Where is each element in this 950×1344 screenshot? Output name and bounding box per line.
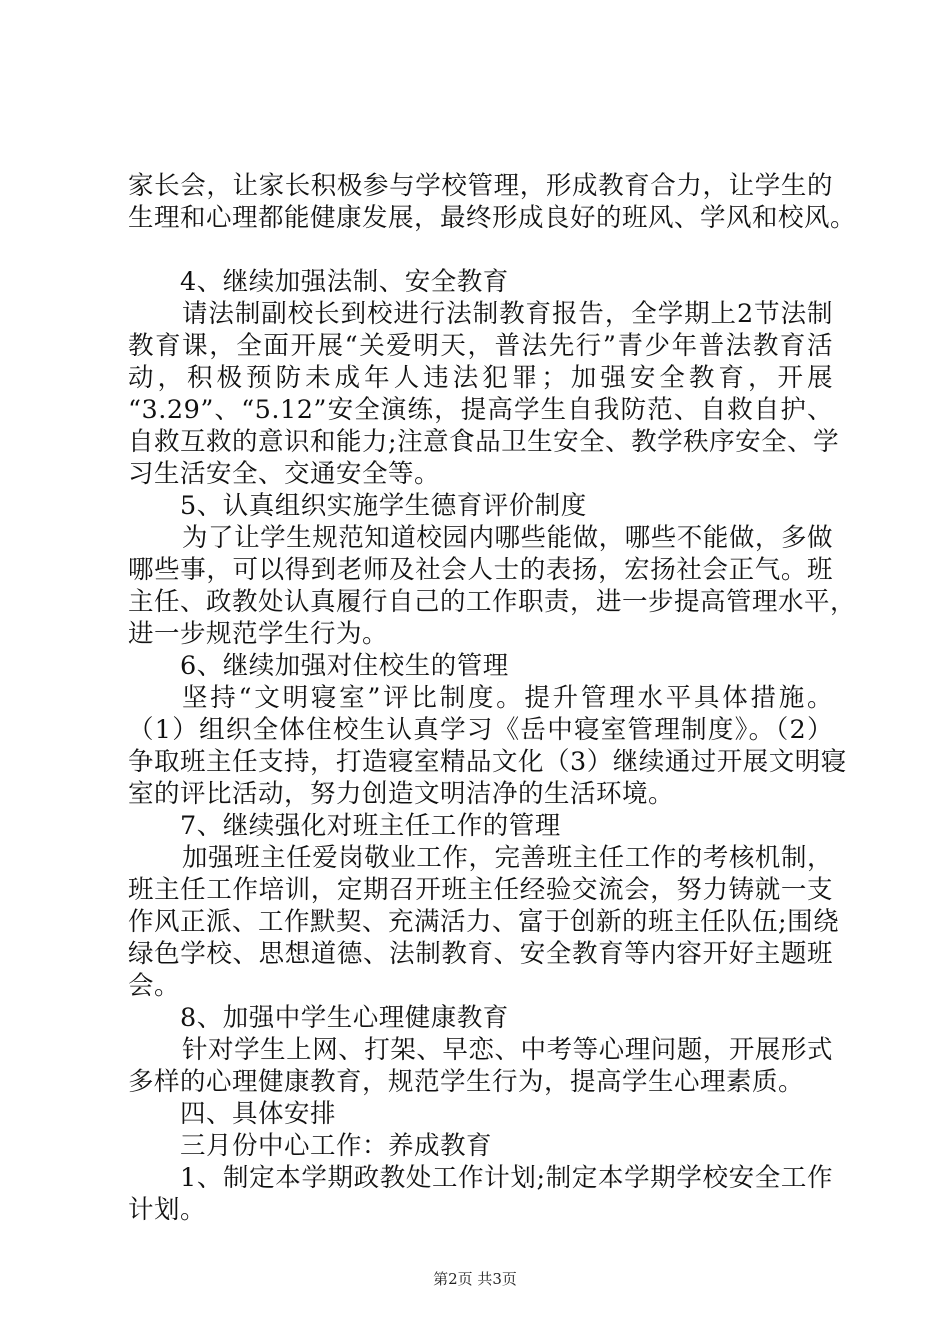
paragraph-line: 多样的心理健康教育，规范学生行为，提高学生心理素质。: [128, 1067, 805, 1097]
paragraph-line: 哪些事，可以得到老师及社会人士的表扬，宏扬社会正气。班: [128, 555, 833, 585]
page-footer: 第2页 共3页: [433, 1270, 517, 1288]
paragraph-line: 1、制定本学期政教处工作计划;制定本学期学校安全工作: [180, 1163, 833, 1193]
paragraph-line: 针对学生上网、打架、早恋、中考等心理问题，开展形式: [182, 1035, 833, 1065]
paragraph-line: 绿色学校、思想道德、法制教育、安全教育等内容开好主题班: [128, 939, 833, 969]
paragraph-line: 争取班主任支持，打造寝室精品文化（3）继续通过开展文明寝: [128, 747, 847, 777]
section-heading: 5、认真组织实施学生德育评价制度: [180, 491, 587, 521]
section-heading: 三月份中心工作：养成教育: [180, 1131, 493, 1161]
paragraph-line: 家长会，让家长积极参与学校管理，形成教育合力，让学生的: [128, 171, 833, 201]
paragraph-line: 计划。: [128, 1195, 207, 1225]
paragraph-line: 为了让学生规范知道校园内哪些能做，哪些不能做，多做: [182, 523, 833, 553]
paragraph-line: （1）组织全体住校生认真学习《岳中寝室管理制度》。（2）: [128, 715, 833, 745]
paragraph-line: 动，积极预防未成年人违法犯罪；加强安全教育，开展: [128, 363, 833, 393]
paragraph-line: 加强班主任爱岗敬业工作，完善班主任工作的考核机制，: [182, 843, 833, 873]
paragraph-line: 生理和心理都能健康发展，最终形成良好的班风、学风和校风。: [128, 203, 857, 233]
paragraph-line: 作风正派、工作默契、充满活力、富于创新的班主任队伍;围绕: [128, 907, 840, 937]
paragraph-line: “3.29”、“5.12”安全演练，提高学生自我防范、自救自护、: [128, 395, 833, 425]
paragraph-line: 会。: [128, 971, 181, 1001]
section-heading: 6、继续加强对住校生的管理: [180, 651, 509, 681]
paragraph-line: 室的评比活动，努力创造文明洁净的生活环境。: [128, 779, 675, 809]
section-heading: 8、加强中学生心理健康教育: [180, 1003, 509, 1033]
paragraph-line: 进一步规范学生行为。: [128, 619, 389, 649]
document-body: [128, 170, 857, 1226]
paragraph-line: 自救互救的意识和能力;注意食品卫生安全、教学秩序安全、学: [128, 427, 840, 457]
paragraph-line: 教育课，全面开展“关爱明天，普法先行”青少年普法教育活: [128, 331, 833, 361]
blank-line: [128, 234, 833, 266]
paragraph-line: 习生活安全、交通安全等。: [128, 459, 441, 489]
paragraph-line: 主任、政教处认真履行自己的工作职责，进一步提高管理水平，: [128, 587, 857, 617]
paragraph-line: 班主任工作培训，定期召开班主任经验交流会，努力铸就一支: [128, 875, 833, 905]
paragraph-line: 请法制副校长到校进行法制教育报告，全学期上2节法制: [182, 299, 833, 329]
section-heading: 7、继续强化对班主任工作的管理: [180, 811, 561, 841]
section-heading: 4、继续加强法制、安全教育: [180, 267, 509, 297]
section-heading: 四、具体安排: [180, 1099, 337, 1129]
paragraph-line: 坚持“文明寝室”评比制度。提升管理水平具体措施。: [182, 683, 833, 713]
